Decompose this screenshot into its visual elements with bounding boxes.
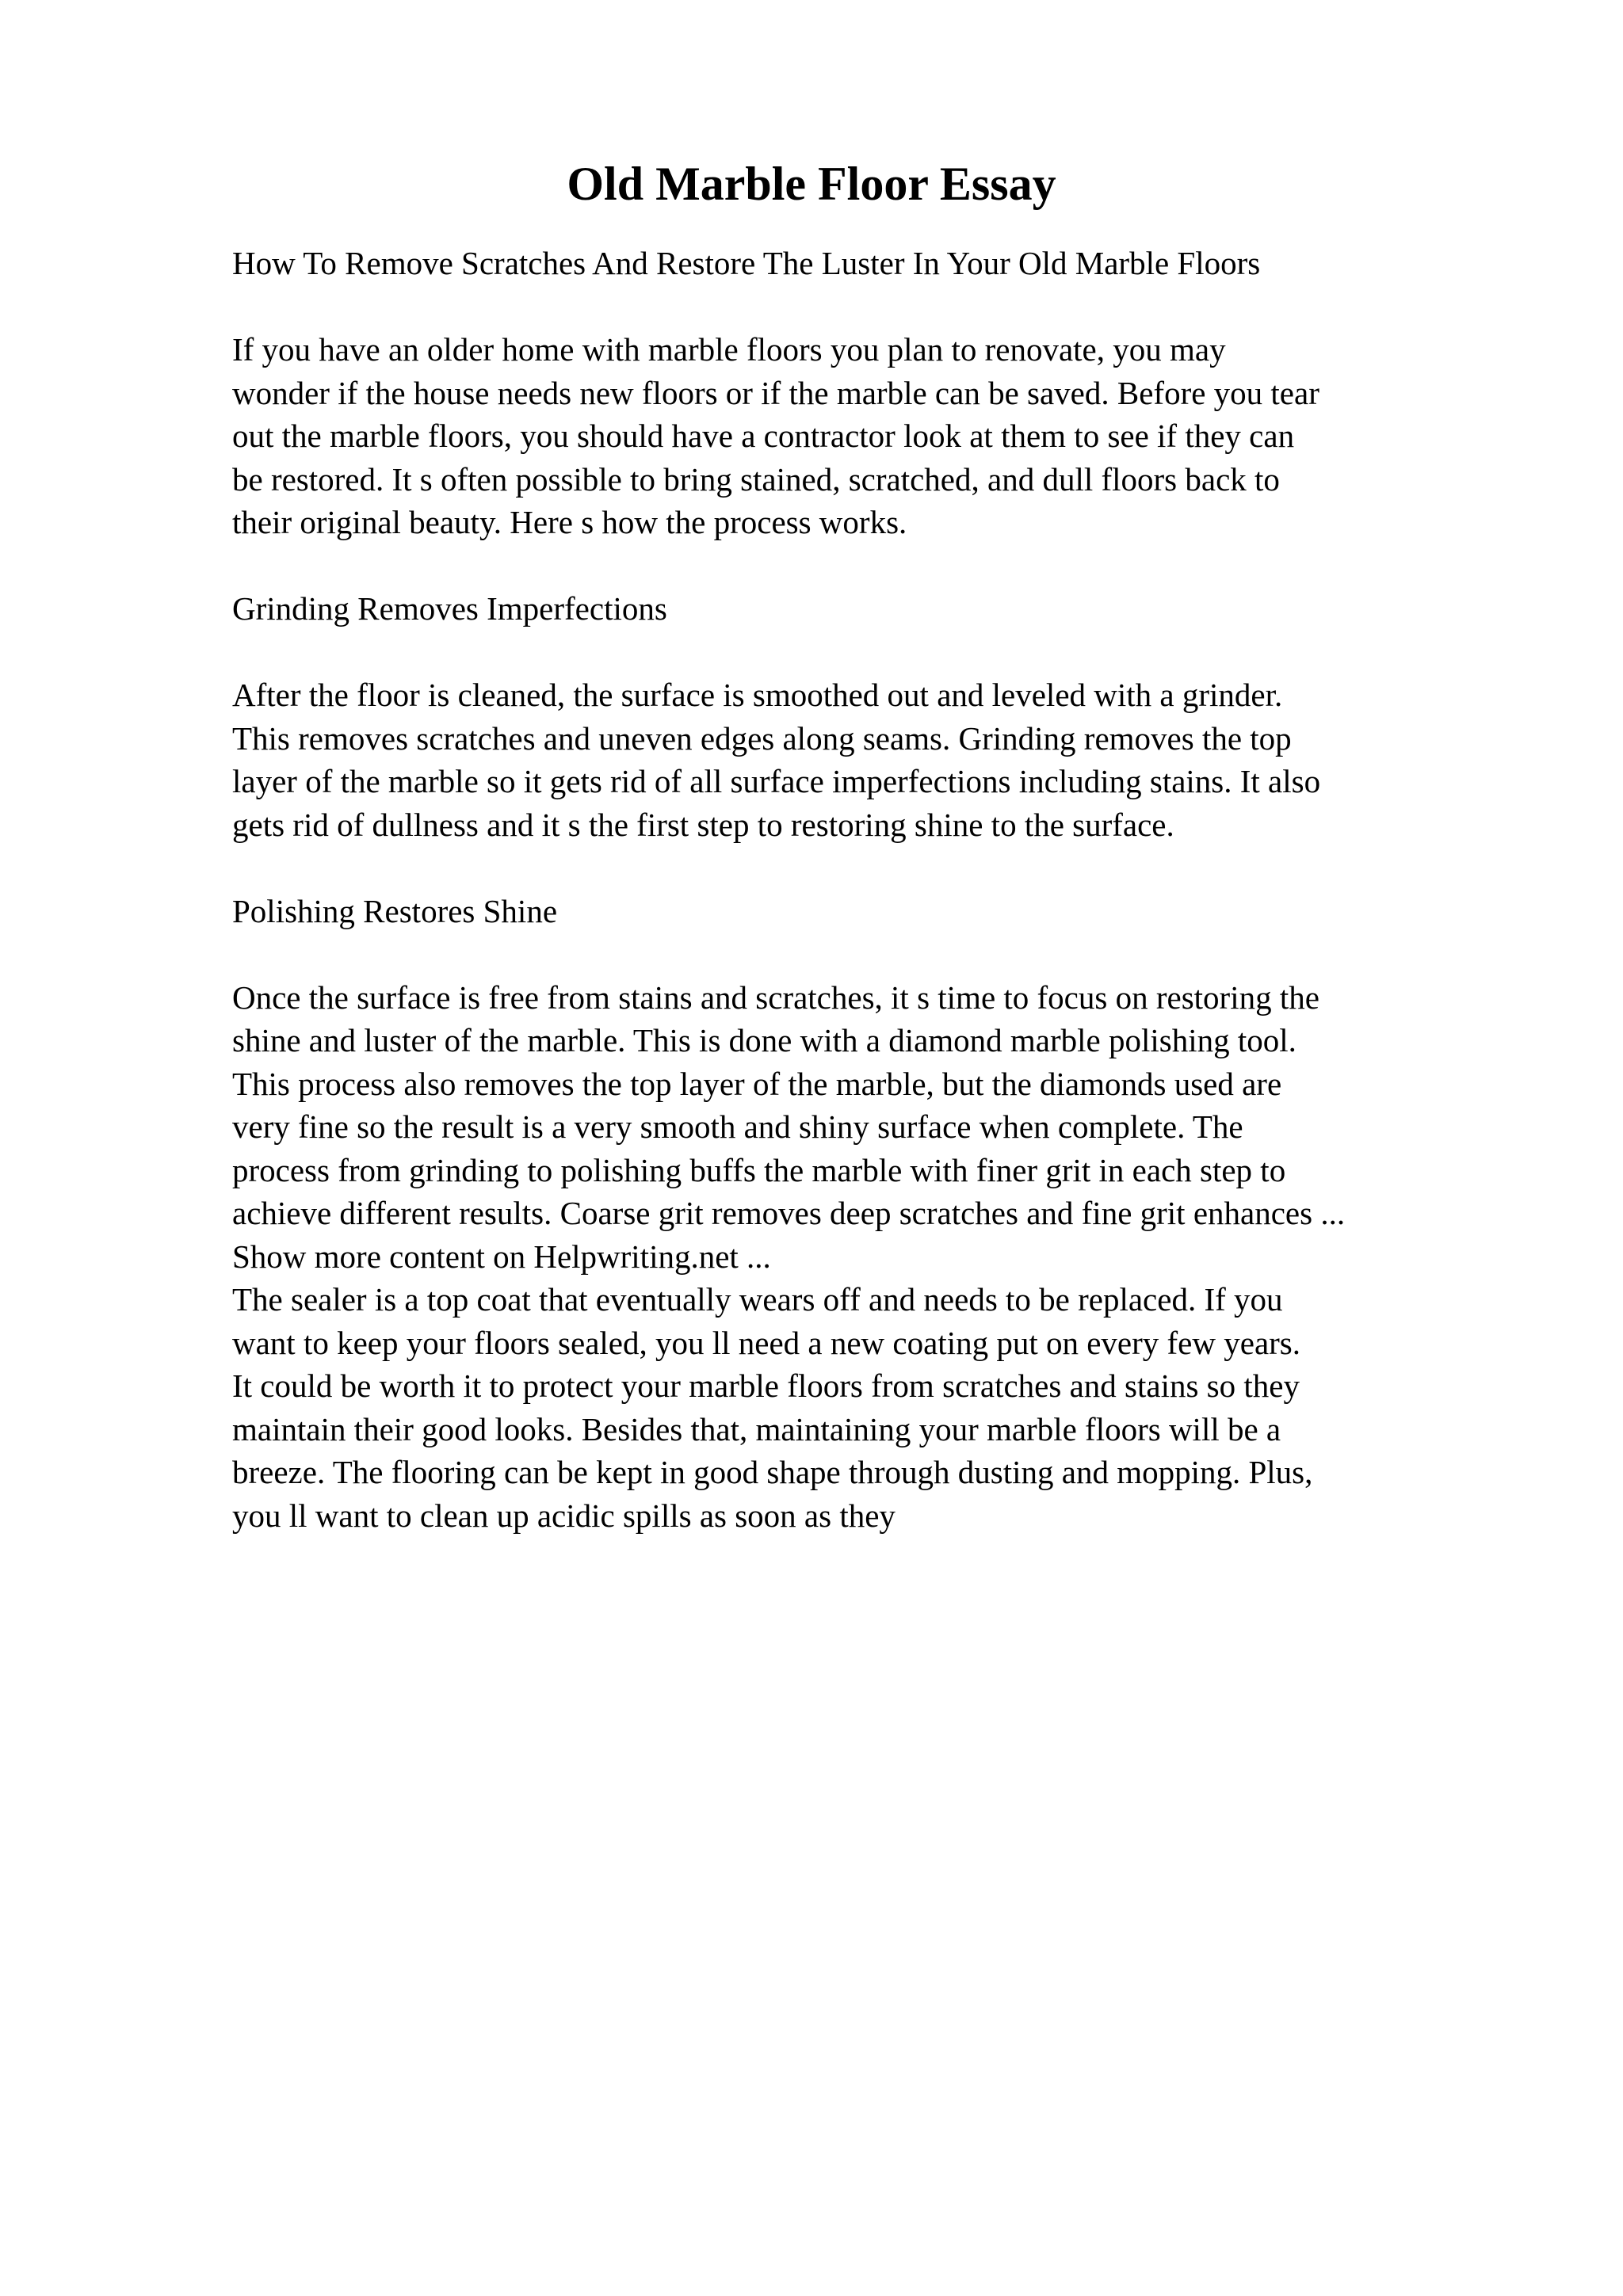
paragraph-line: want to keep your floors sealed, you ll need a new coating put on every few years.	[232, 1324, 1300, 1361]
paragraph-gap	[232, 631, 1579, 674]
section-heading-grinding: Grinding Removes Imperfections	[232, 590, 667, 627]
grinding-paragraph	[232, 673, 1579, 846]
section-heading-polishing: Polishing Restores Shine	[232, 892, 558, 929]
paragraph-line: achieve different results. Coarse grit removes deep scratches and fine grit enhances ...	[232, 1195, 1346, 1231]
paragraph-line: layer of the marble so it gets rid of all surface imperfections including stains. It also	[232, 763, 1321, 799]
polishing-paragraph	[232, 976, 1579, 1235]
paragraph-line: Once the surface is free from stains and scratches, it s time to focus on restoring the	[232, 978, 1319, 1016]
paragraph-line: you ll want to clean up acidic spills as soon as they	[232, 1497, 896, 1534]
show-more-line: Show more content on Helpwriting.net ...	[232, 1238, 771, 1275]
document-body	[232, 242, 1579, 1537]
paragraph-line: shine and luster of the marble. This is done with a diamond marble polishing tool.	[232, 1022, 1296, 1058]
paragraph-line: their original beauty. Here s how the process works.	[232, 504, 907, 540]
paragraph-line: If you have an older home with marble floors you plan to renovate, you may	[232, 331, 1226, 368]
paragraph-line: out the marble floors, you should have a contractor look at them to see if they can	[232, 418, 1295, 454]
paragraph-gap	[232, 285, 1579, 329]
intro-paragraph	[232, 328, 1579, 544]
paragraph-gap	[232, 846, 1579, 890]
paragraph-line: gets rid of dullness and it s the first step to restoring shine to the surface.	[232, 806, 1174, 843]
paragraph-line: The sealer is a top coat that eventually wears off and needs to be replaced. If you	[232, 1281, 1283, 1318]
document-subtitle: How To Remove Scratches And Restore The Luster In Your Old Marble Floors	[232, 245, 1261, 281]
paragraph-line: wonder if the house needs new floors or if the marble can be saved. Before you tear	[232, 374, 1319, 411]
paragraph-line: This process also removes the top layer of the marble, but the diamonds used are	[232, 1065, 1282, 1102]
sealer-paragraph	[232, 1278, 1579, 1537]
paragraph-line: It could be worth it to protect your marble floors from scratches and stains so they	[232, 1367, 1300, 1404]
paragraph-line: process from grinding to polishing buffs the marble with finer grit in each step to	[232, 1151, 1286, 1188]
paragraph-line: be restored. It s often possible to bring stained, scratched, and dull floors back to	[232, 460, 1280, 498]
document-title: Old Marble Floor Essay	[567, 158, 1056, 210]
paragraph-line: breeze. The flooring can be kept in good shape through dusting and mopping. Plus,	[232, 1454, 1313, 1490]
paragraph-line: After the floor is cleaned, the surface is smoothed out and leveled with a grinder.	[232, 677, 1283, 713]
paragraph-line: maintain their good looks. Besides that, maintaining your marble floors will be a	[232, 1410, 1281, 1447]
paragraph-line: very fine so the result is a very smooth and shiny surface when complete. The	[232, 1108, 1243, 1145]
paragraph-line: This removes scratches and uneven edges along seams. Grinding removes the top	[232, 719, 1292, 757]
paragraph-gap	[232, 544, 1579, 588]
paragraph-gap	[232, 933, 1579, 976]
